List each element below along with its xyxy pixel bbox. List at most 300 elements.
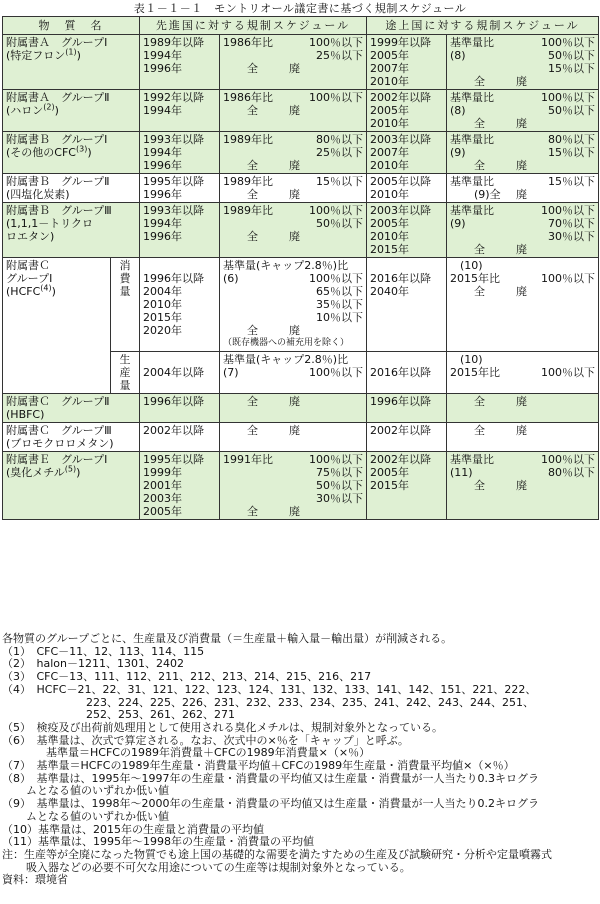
footnote-line: （1） CFC－11、12、113、114、115	[2, 644, 205, 658]
reduction-target	[223, 104, 363, 117]
header-developing: 途上国に対する規制スケジュール	[367, 17, 599, 35]
substance-name-line: (ハロン$^{(2)}$)	[6, 102, 59, 117]
schedule-year: 1994年	[143, 146, 182, 159]
reduction-level: 100％以下	[309, 366, 363, 379]
schedule-year: 1994年	[143, 104, 182, 117]
developing-targets	[447, 352, 599, 394]
schedule-year: 2015年	[370, 243, 409, 256]
reduction-target	[223, 204, 363, 217]
reduction-basis: 全	[247, 104, 258, 117]
schedule-year: 2020年	[143, 324, 182, 337]
reduction-target	[223, 285, 363, 298]
footnote-line: 252、253、261、262、271	[86, 708, 235, 722]
substance-name-cell	[3, 394, 140, 423]
developing-years	[367, 258, 447, 352]
reduction-target	[223, 49, 363, 62]
reduction-level: 70％以下	[548, 217, 595, 230]
schedule-year: 2003年以降	[370, 204, 431, 217]
reduction-level: 廃	[516, 395, 527, 408]
schedule-year: 1996年	[143, 62, 182, 75]
reduction-basis: 全	[247, 505, 258, 518]
table-row	[3, 132, 599, 174]
reduction-level: 100％以下	[309, 36, 363, 49]
reduction-basis: 1989年比	[223, 133, 273, 146]
reduction-level: 30％以下	[316, 492, 363, 505]
reduction-level: 25％以下	[316, 146, 363, 159]
reduction-target	[223, 272, 363, 285]
developed-targets	[220, 203, 367, 258]
reduction-basis: 全	[474, 479, 485, 492]
reduction-basis: (9)	[450, 146, 466, 159]
footnote-line: 各物質のグループごとに、生産量及び消費量（＝生産量＋輸入量－輸出量）が削減される。	[2, 632, 453, 645]
reduction-level: 廃	[516, 285, 527, 298]
label-char: 量	[119, 285, 131, 298]
footnote-ref: (1)	[65, 47, 77, 57]
reduction-level: 廃	[516, 479, 527, 492]
spacer	[370, 353, 443, 366]
substance-name-line: グループⅠ	[6, 272, 53, 285]
reduction-level: 廃	[516, 243, 527, 256]
reduction-basis: 全	[474, 285, 485, 298]
reduction-target	[223, 466, 363, 479]
label-char: 費	[119, 272, 131, 285]
developed-years	[140, 423, 220, 452]
substance-name-cell	[3, 174, 140, 203]
substance-name-cell	[3, 258, 111, 394]
developing-years	[367, 423, 447, 452]
schedule-year: 2002年以降	[370, 424, 431, 437]
developed-targets	[220, 132, 367, 174]
developing-years	[367, 90, 447, 132]
reduction-level: 65％以下	[316, 285, 363, 298]
table-title: 表１－１－１ モントリオール議定書に基づく規制スケジュール	[133, 2, 467, 15]
schedule-year: 2005年	[370, 104, 409, 117]
developed-years	[140, 258, 220, 352]
developed-targets	[220, 452, 367, 520]
developing-years	[367, 452, 447, 520]
footnote-line: 吸入器などの必要不可欠な用途についての生産等は規制対象外となっている。	[26, 860, 411, 874]
reduction-level: 50％以下	[316, 479, 363, 492]
footnote-ref: (5)	[64, 464, 77, 474]
reg-note: （既存機器への補充用を除く）	[223, 338, 350, 348]
reduction-level: 35％以下	[316, 298, 363, 311]
reduction-basis: 2015年比	[450, 366, 500, 379]
table-header-row	[3, 17, 599, 35]
reduction-level: 80％以下	[548, 133, 595, 146]
schedule-year: 2016年以降	[370, 366, 431, 379]
schedule-year: 2002年以降	[370, 91, 431, 104]
reduction-basis: 1989年比	[223, 204, 273, 217]
label-char: 消	[119, 259, 131, 272]
reduction-level: 10％以下	[316, 311, 363, 324]
reduction-level: 廃	[289, 104, 300, 117]
developing-targets	[447, 452, 599, 520]
reduction-basis: (8)	[450, 49, 466, 62]
reduction-level: 廃	[516, 424, 527, 437]
schedule-year: 2007年	[370, 146, 409, 159]
footnotes	[2, 633, 598, 887]
schedule-year: 2007年	[370, 62, 409, 75]
footnote-line: （11）基準量は、1995年～1998年の生産量・消費量の平均値	[2, 835, 314, 849]
reduction-basis: 全	[247, 395, 258, 408]
reduction-basis: 基準量比	[450, 91, 494, 104]
schedule-year: 2010年	[370, 230, 409, 243]
reduction-target	[223, 479, 363, 492]
footnote-line: （10）基準量は、2015年の生産量と消費量の平均値	[2, 822, 264, 836]
reduction-basis: 基準量比	[450, 453, 494, 466]
schedule-year: 2010年	[370, 188, 409, 201]
footnote-ref: (3)	[75, 144, 88, 154]
reduction-level: 15％以下	[316, 175, 363, 188]
substance-name-line: 附属書Ｃ グループⅡ	[6, 395, 110, 408]
reduction-target	[450, 104, 595, 117]
substance-name-line: 附属書Ｃ グループⅢ	[6, 424, 112, 437]
developing-years	[367, 394, 447, 423]
substance-name-line: ロエタン)	[6, 230, 55, 243]
schedule-year: 1994年	[143, 49, 182, 62]
reduction-target	[223, 146, 363, 159]
reduction-target	[223, 36, 363, 49]
reduction-level: 廃	[516, 159, 527, 172]
reduction-target	[223, 424, 363, 437]
developed-targets	[220, 394, 367, 423]
reduction-target	[450, 159, 595, 172]
table-row	[3, 394, 599, 423]
reduction-target	[223, 175, 363, 188]
developed-targets	[220, 35, 367, 90]
schedule-year: 1993年以降	[143, 133, 204, 146]
reduction-level: 100％以下	[309, 453, 363, 466]
developing-targets	[447, 35, 599, 90]
substance-name-line: 附属書Ｃ	[6, 259, 50, 272]
name-close: )	[51, 285, 56, 298]
reduction-target	[450, 479, 595, 492]
reduction-basis: 基準量比	[450, 36, 494, 49]
consumption-label	[111, 258, 140, 352]
footnote-line: ムとなる値のいずれか低い値	[26, 809, 169, 823]
substance-name-line: (1,1,1－トリクロ	[6, 217, 94, 230]
reduction-target	[450, 424, 595, 437]
reduction-target	[450, 91, 595, 104]
footnote-line: （7） 基準量＝HCFCの1989年生産量・消費量平均値＋CFCの1989年生産量・消費量平均値×（×％）	[2, 759, 515, 773]
label-char: 量	[119, 379, 131, 392]
reduction-basis: 全	[474, 395, 485, 408]
developed-targets	[220, 258, 367, 352]
reduction-target	[450, 272, 595, 285]
reduction-level: 50％以下	[548, 49, 595, 62]
reduction-basis: 全	[474, 243, 485, 256]
reduction-target	[223, 133, 363, 146]
reduction-level: 廃	[289, 424, 300, 437]
schedule-year: 1994年	[143, 217, 182, 230]
reduction-basis: 1986年比	[223, 36, 273, 49]
developed-years	[140, 452, 220, 520]
name-close: )	[76, 466, 81, 479]
reduction-basis: 1989年比	[223, 175, 273, 188]
reduction-level: 廃	[289, 62, 300, 75]
developed-years	[140, 174, 220, 203]
reduction-level: 50％以下	[316, 217, 363, 230]
reduction-target	[450, 217, 595, 230]
developed-targets	[220, 174, 367, 203]
substance-name-line: 附属書Ａ グループⅡ	[6, 91, 110, 104]
substance-name-line: 附属書Ｅ グループⅠ	[6, 453, 108, 466]
reduction-target	[223, 298, 363, 311]
baseline-label: 基準量(キャップ2.8％)比	[223, 353, 349, 366]
reduction-basis: (7)	[223, 366, 239, 379]
reduction-level: 15％以下	[548, 146, 595, 159]
developing-targets	[447, 203, 599, 258]
reduction-level: 廃	[516, 188, 527, 201]
schedule-year: 2003年	[143, 492, 182, 505]
reduction-target	[450, 133, 595, 146]
developing-years	[367, 352, 447, 394]
developed-targets	[220, 423, 367, 452]
schedule-year: 1996年	[143, 159, 182, 172]
developing-years	[367, 203, 447, 258]
name-close: )	[87, 146, 92, 159]
reduction-level: 100％以下	[309, 204, 363, 217]
reduction-basis: (6)	[223, 272, 239, 285]
footnote-line: （8） 基準量は、1995年～1997年の生産量・消費量の平均値又は生産量・消費量が一人当たり0.3キログラ	[2, 771, 539, 785]
reduction-target	[450, 117, 595, 130]
reduction-level: 廃	[289, 505, 300, 518]
reduction-target	[450, 466, 595, 479]
reduction-level: 廃	[289, 230, 300, 243]
schedule-year: 1996年	[143, 230, 182, 243]
reduction-level: 100％以下	[541, 453, 595, 466]
reduction-basis: 基準量比	[450, 175, 494, 188]
schedule-year: 2005年以降	[370, 175, 431, 188]
schedule-year: 2002年以降	[370, 453, 431, 466]
reduction-level: 25％以下	[316, 49, 363, 62]
schedule-year: 2015年	[370, 479, 409, 492]
schedule-year: 2040年	[370, 285, 409, 298]
footnote-line: ムとなる値のいずれか低い値	[26, 784, 169, 798]
schedule-year: 2004年以降	[143, 366, 204, 379]
developing-targets	[447, 258, 599, 352]
developing-years	[367, 174, 447, 203]
schedule-year: 2016年以降	[370, 272, 431, 285]
substance-name-line: 附属書Ｂ グループⅡ	[6, 175, 110, 188]
reduction-level: 100％以下	[541, 36, 595, 49]
reduction-target	[450, 395, 595, 408]
reduction-level: 廃	[289, 188, 300, 201]
reduction-target	[223, 395, 363, 408]
reduction-target	[223, 159, 363, 172]
reduction-basis: (9)全	[474, 188, 501, 201]
label-char: 産	[119, 366, 131, 379]
reduction-basis: 全	[247, 159, 258, 172]
table-row	[3, 35, 599, 90]
substance-name-cell	[3, 452, 140, 520]
reduction-level: 75％以下	[316, 466, 363, 479]
schedule-year: 1995年以降	[143, 453, 204, 466]
developing-targets	[447, 90, 599, 132]
developed-targets	[220, 90, 367, 132]
reduction-basis: 全	[247, 230, 258, 243]
reduction-basis: 2015年比	[450, 272, 500, 285]
spacer	[370, 259, 443, 272]
footnote-line: （2） halon－1211、1301、2402	[2, 657, 184, 671]
schedule-year: 1996年	[143, 188, 182, 201]
reduction-level: 100％以下	[541, 272, 595, 285]
schedule-year: 1995年以降	[143, 175, 204, 188]
production-label	[111, 352, 140, 394]
reduction-level: 100％以下	[309, 91, 363, 104]
reduction-level: 廃	[289, 395, 300, 408]
reduction-basis: (9)	[450, 217, 466, 230]
table-row	[3, 452, 599, 520]
reduction-level: 30％以下	[548, 230, 595, 243]
developing-targets	[447, 174, 599, 203]
schedule-year: 2001年	[143, 479, 182, 492]
reduction-target	[223, 366, 363, 379]
schedule-year: 1992年以降	[143, 91, 204, 104]
developing-targets	[447, 423, 599, 452]
schedule-year: 1996年以降	[143, 272, 204, 285]
reduction-basis: 1991年比	[223, 453, 273, 466]
reduction-basis: (11)	[450, 466, 473, 479]
baseline-label: (10)	[460, 259, 483, 272]
reduction-basis: (8)	[450, 104, 466, 117]
table-row	[3, 174, 599, 203]
reduction-level: 100％以下	[541, 204, 595, 217]
baseline-label: 基準量(キャップ2.8％)比	[223, 259, 349, 272]
footnote-line: （4） HCFC－21、22、31、121、122、123、124、131、132、133、141、142、151、221、222、	[2, 682, 537, 696]
reduction-basis: 基準量比	[450, 204, 494, 217]
schedule-year: 2005年	[143, 505, 182, 518]
reduction-target	[450, 49, 595, 62]
reduction-level: 80％以下	[548, 466, 595, 479]
substance-name-line: 附属書Ｂ グループⅠ	[6, 133, 108, 146]
developed-years	[140, 203, 220, 258]
reduction-target	[450, 366, 595, 379]
reduction-target	[450, 75, 595, 88]
schedule-year: 2015年	[143, 311, 182, 324]
table-row	[3, 90, 599, 132]
reduction-basis: 全	[474, 424, 485, 437]
table-row	[3, 258, 599, 352]
schedule-year: 2010年	[370, 159, 409, 172]
reduction-basis: 1986年比	[223, 91, 273, 104]
reduction-level: 廃	[289, 324, 300, 337]
spacer	[143, 353, 216, 366]
developed-years	[140, 35, 220, 90]
developing-targets	[447, 394, 599, 423]
substance-name-line: (その他のCFC$^{(3)}$)	[6, 144, 92, 159]
substance-name-line: (ブロモクロロメタン)	[6, 437, 114, 450]
schedule-year: 1996年以降	[370, 395, 431, 408]
footnote-ref: (2)	[43, 102, 55, 112]
footnote-ref: (4)	[40, 283, 52, 293]
reduction-target	[223, 453, 363, 466]
schedule-year: 1993年以降	[143, 204, 204, 217]
reduction-basis: 全	[247, 424, 258, 437]
name-close: )	[54, 104, 59, 117]
substance-name-cell	[3, 90, 140, 132]
reduction-target	[223, 492, 363, 505]
schedule-year: 2003年以降	[370, 133, 431, 146]
reduction-target	[223, 217, 363, 230]
reduction-target	[223, 230, 363, 243]
substance-name-line: (HCFC$^{(4)}$)	[6, 283, 56, 298]
reduction-target	[450, 188, 595, 201]
developed-targets	[220, 352, 367, 394]
reduction-target	[450, 243, 595, 256]
schedule-year: 2004年	[143, 285, 182, 298]
reduction-target	[223, 188, 363, 201]
reduction-target	[450, 146, 595, 159]
table-row	[3, 203, 599, 258]
reduction-target	[223, 311, 363, 324]
reduction-level: 100％以下	[541, 366, 595, 379]
substance-name-line: (HBFC)	[6, 408, 45, 421]
developing-years	[367, 132, 447, 174]
spacer	[143, 259, 216, 272]
reduction-level: 15％以下	[548, 175, 595, 188]
reduction-basis: 全	[247, 62, 258, 75]
developed-years	[140, 394, 220, 423]
table-row	[3, 423, 599, 452]
reduction-level: 100％以下	[541, 91, 595, 104]
reduction-level: 廃	[516, 117, 527, 130]
substance-name-line: (四塩化炭素)	[6, 188, 70, 201]
substance-name-cell	[3, 132, 140, 174]
reduction-level: 100％以下	[309, 272, 363, 285]
reduction-target	[223, 505, 363, 518]
developing-targets	[447, 132, 599, 174]
schedule-year: 2010年	[370, 117, 409, 130]
reduction-target	[223, 91, 363, 104]
reduction-level: 80％以下	[316, 133, 363, 146]
substance-name-cell	[3, 423, 140, 452]
regulation-table	[2, 16, 599, 520]
reduction-target	[450, 230, 595, 243]
schedule-year: 2010年	[370, 75, 409, 88]
baseline-label: (10)	[460, 353, 483, 366]
developing-years	[367, 35, 447, 90]
substance-name-line: (臭化メチル$^{(5)}$)	[6, 464, 81, 479]
footnote-line: （5） 検疫及び出荷前処理用として使用される臭化メチルは、規制対象外となっている。	[2, 720, 443, 734]
footnote-line: （6） 基準量は、次式で算定される。なお、次式中の×％を「キャップ」と呼ぶ。	[2, 733, 409, 747]
reduction-basis: 全	[474, 159, 485, 172]
schedule-year: 2002年以降	[143, 424, 204, 437]
footnote-line: 223、224、225、226、231、232、233、234、235、241、242、243、244、251、	[86, 695, 534, 709]
reduction-basis: 全	[474, 75, 485, 88]
label-char: 生	[119, 353, 131, 366]
reduction-target	[223, 324, 363, 337]
schedule-year: 1996年以降	[143, 395, 204, 408]
reduction-level: 廃	[289, 159, 300, 172]
reduction-basis: 全	[247, 188, 258, 201]
footnote-line: 注：生産等が全廃になった物質でも途上国の基礎的な需要を満たすための生産及び試験研究・分析や定量噴霧式	[2, 847, 552, 861]
schedule-year: 1989年以降	[143, 36, 204, 49]
reduction-target	[450, 285, 595, 298]
schedule-year: 2005年	[370, 217, 409, 230]
substance-name-line: 附属書Ｂ グループⅢ	[6, 204, 112, 217]
schedule-year: 2005年	[370, 466, 409, 479]
footnote-line: 資料：環境省	[2, 873, 68, 887]
reduction-level: 50％以下	[548, 104, 595, 117]
substance-name-cell	[3, 203, 140, 258]
header-developed: 先進国に対する規制スケジュール	[140, 17, 367, 35]
developed-years	[140, 352, 220, 394]
substance-name-line: (特定フロン$^{(1)}$)	[6, 47, 81, 62]
substance-name-cell	[3, 35, 140, 90]
schedule-year: 1999年以降	[370, 36, 431, 49]
schedule-year: 1999年	[143, 466, 182, 479]
